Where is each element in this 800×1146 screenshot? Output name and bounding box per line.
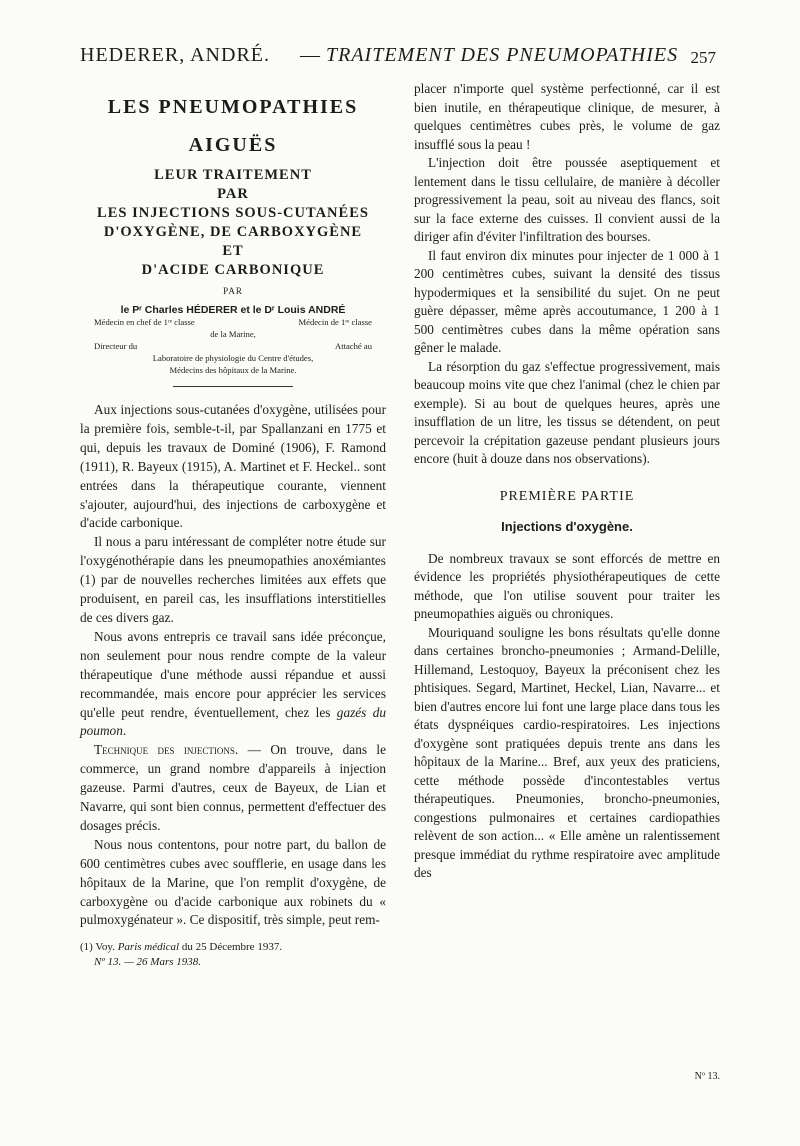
header-journal-title: TRAITEMENT DES PNEUMOPATHIES bbox=[326, 44, 679, 66]
page-number: 257 bbox=[690, 48, 716, 67]
right-column bbox=[414, 80, 720, 1080]
affiliation-line: Médecins des hôpitaux de la Marine. bbox=[169, 365, 297, 375]
affiliation-left: Médecin en chef de 1ʳᵉ classe bbox=[94, 317, 195, 327]
affiliation-right: Médecin de 1ʳᵉ classe bbox=[298, 317, 372, 327]
article-title-line-2: AIGUËS bbox=[188, 134, 278, 156]
paragraph: De nombreux travaux se sont efforcés de mettre en évidence les propriétés physiothérapeutiques de cette méthode, que l'on utilise souvent pour traiter les pneumopathies aiguës ou chroniques. bbox=[414, 550, 720, 621]
footnote-text: du 25 Décembre 1937. bbox=[179, 941, 283, 954]
subtitle-line: PAR bbox=[217, 186, 249, 202]
affiliation-left: Directeur du bbox=[94, 341, 138, 351]
paragraph-text: . bbox=[122, 723, 127, 739]
technique-label: Technique des injections. bbox=[94, 742, 239, 758]
paragraph: Il nous a paru intéressant de compléter notre étude sur l'oxygénothérapie dans les pneumopathies anoxémiantes (1) par de nouvelles recherches limitées aux effets que produisent, en pareil cas, les insufflations interstitielles de ces divers gaz. bbox=[80, 534, 386, 625]
subtitle-line: LES INJECTIONS SOUS-CUTANÉES bbox=[97, 205, 369, 221]
footnote bbox=[80, 940, 386, 955]
article-title-block bbox=[80, 94, 386, 387]
affiliation-row bbox=[80, 340, 386, 352]
left-body-text bbox=[80, 401, 386, 970]
footnote-journal: Paris médical bbox=[117, 941, 180, 954]
footnote-text: (1) Voy. bbox=[80, 941, 118, 954]
paragraph: placer n'importe quel système perfectionné, car il est bien inutile, en thérapeutique clinique, de mesurer, à quelques centimètres cubes près, le volume de gaz insufflé sous la peau ! bbox=[414, 81, 720, 152]
issue-number: Nº 13. bbox=[694, 1071, 720, 1082]
paragraph bbox=[80, 741, 386, 836]
authors-line: le Pʳ Charles HÉDERER et le Dʳ Louis ANDRÉ bbox=[120, 304, 346, 316]
affiliation-right: Attaché au bbox=[335, 341, 372, 351]
paragraph: Il faut environ dix minutes pour injecter de 1 000 à 1 200 centimètres cubes, suivant la densité des tissus hypodermiques et la sensibilité du sujet. On ne peut guère dépasser, même après accoutumance, 1 200 à 1 500 centimètres cubes dans la même opération sans gêner le malade. bbox=[414, 247, 720, 355]
header-author: HEDERER, ANDRÉ. bbox=[80, 44, 270, 66]
title-divider bbox=[173, 386, 293, 387]
italic-term: gazés du poumon bbox=[80, 704, 386, 739]
subtitle-line: ET bbox=[222, 243, 244, 259]
paragraph: Aux injections sous-cutanées d'oxygène, utilisées pour la première fois, semble-t-il, par Spallanzani en 1775 et qui, depuis les travaux de Dominé (1906), F. Ramond (1911), R. Bayeux (1915), A. Martinet et F. Heckel.. sont entrées dans la thérapeutique courante, viennent s'ajouter, aujourd'hui, des injections de carboxygène et d'acide carbonique. bbox=[80, 402, 386, 531]
running-header bbox=[80, 44, 720, 74]
paragraph-text: Nous avons entrepris ce travail sans idée préconçue, non seulement pour nous rendre compte de la valeur thérapeutique d'une méthode aussi répandue et aussi recommandée, mais encore pour apprécier les services qu'elle peut rendre, éventuellement, chez les bbox=[80, 628, 386, 720]
paragraph bbox=[80, 628, 386, 741]
affiliation-line: de la Marine, bbox=[210, 329, 256, 339]
par-label: PAR bbox=[223, 286, 243, 296]
issue-date: Nº 13. — 26 Mars 1938. bbox=[94, 956, 202, 969]
subtitle-line: D'ACIDE CARBONIQUE bbox=[141, 262, 325, 278]
subtitle-line: LEUR TRAITEMENT bbox=[154, 167, 312, 183]
subtitle-line: D'OXYGÈNE, DE CARBOXYGÈNE bbox=[103, 224, 363, 240]
left-column bbox=[80, 82, 386, 970]
paragraph: L'injection doit être poussée aseptiquement et lentement dans le tissu cellulaire, de manière à décoller progressivement la peau, soit au niveau des flancs, soit sur la face externe des cuisses. Il convient aussi de la diriger afin d'éviter l'infiltration des bourses. bbox=[414, 155, 720, 244]
section-subtitle: Injections d'oxygène. bbox=[501, 518, 633, 534]
affiliation-row bbox=[80, 316, 386, 328]
article-title-line-1: LES PNEUMOPATHIES bbox=[107, 96, 359, 118]
header-dash: — bbox=[300, 44, 320, 66]
paragraph: Nous nous contentons, pour notre part, du ballon de 600 centimètres cubes avec soufflerie, en usage dans les hôpitaux de la Marine, que l'on remplit d'oxygène, de carboxygène ou d'acide carbonique aux robinets du « pulmoxygénateur ». Ce dispositif, très simple, peut rem- bbox=[80, 836, 386, 928]
affiliation-line: Laboratoire de physiologie du Centre d'études, bbox=[152, 353, 314, 363]
paragraph: Mouriquand souligne les bons résultats qu'elle donne dans certaines broncho-pneumonies ; Armand-Delille, Hillemand, Lestoquoy, Bayeux la préconisent chez les phtisiques. Segard, Martinet, Heckel, Lian, Navarre... et bien d'autres encore lui font une large place dans tous les états dyspnéiques cardio-respiratoires. Les injections d'oxygène sont pratiquées depuis trente ans dans les hôpitaux de la Marine... Bref, aux yeux des praticiens, cette méthode possède d'incontestables vertus thérapeutiques. Pneumonies, broncho-pneumonies, congestions pulmonaires et certaines cardiopathies relèvent de son action... « Elle amène un ralentissement presque immédiat du rythme respiratoire avec amplitude des bbox=[414, 624, 720, 880]
paragraph: La résorption du gaz s'effectue progressivement, mais beaucoup moins vite que chez l'animal (chez le chien par exemple). Si au bout de quelques heures, après une insufflation de un litre, les tissus se détendent, on peut percevoir la crépitation gazeuse pendant plusieurs jours encore (huit à douze dans nos observations). bbox=[414, 358, 720, 466]
paragraph-text: — On trouve, dans le commerce, un grand nombre d'appareils à injection gazeuse. Parmi d'autres, ceux de Bayeux, de Lian et Navarre, qui sont bien connus, permettent d'effectuer des dosages précis. bbox=[80, 742, 387, 833]
section-title: PREMIÈRE PARTIE bbox=[499, 488, 635, 504]
